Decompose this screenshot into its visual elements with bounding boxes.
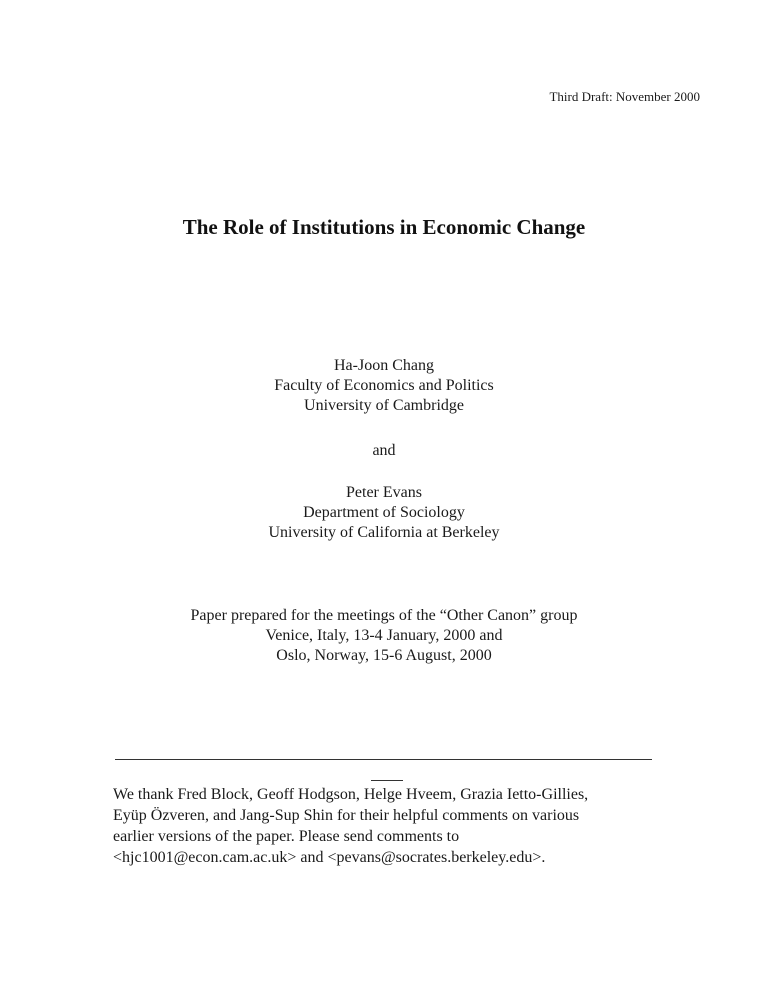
footnote-line: We thank Fred Block, Geoff Hodgson, Helge Hveem, Grazia Ietto-Gillies, — [113, 786, 589, 803]
author-department: Department of Sociology — [303, 504, 465, 521]
author-name: Peter Evans — [346, 484, 422, 501]
venue-line: Oslo, Norway, 15-6 August, 2000 — [276, 647, 492, 664]
author-department: Faculty of Economics and Politics — [274, 377, 494, 394]
author-block-evans — [0, 483, 768, 543]
footnote-line: <hjc1001@econ.cam.ac.uk> and <pevans@socrates.berkeley.edu>. — [113, 849, 546, 866]
author-name: Ha-Joon Chang — [334, 357, 434, 374]
venue-line: Paper prepared for the meetings of the “Other Canon” group — [190, 607, 578, 624]
footnote-separator-short — [371, 780, 403, 781]
author-conjunction: and — [372, 442, 396, 459]
footnote-line: earlier versions of the paper. Please send comments to — [113, 828, 460, 845]
acknowledgements-footnote — [113, 784, 673, 868]
venue-line: Venice, Italy, 13-4 January, 2000 and — [265, 627, 503, 644]
draft-note: Third Draft: November 2000 — [549, 89, 700, 104]
author-institution: University of Cambridge — [304, 397, 464, 414]
footnote-line: Eyüp Özveren, and Jang-Sup Shin for their helpful comments on various — [113, 807, 580, 824]
author-institution: University of California at Berkeley — [268, 524, 500, 541]
paper-title: The Role of Institutions in Economic Change — [182, 215, 586, 239]
footnote-separator — [115, 759, 652, 760]
author-block-chang — [0, 356, 768, 416]
venue-block — [0, 606, 768, 666]
